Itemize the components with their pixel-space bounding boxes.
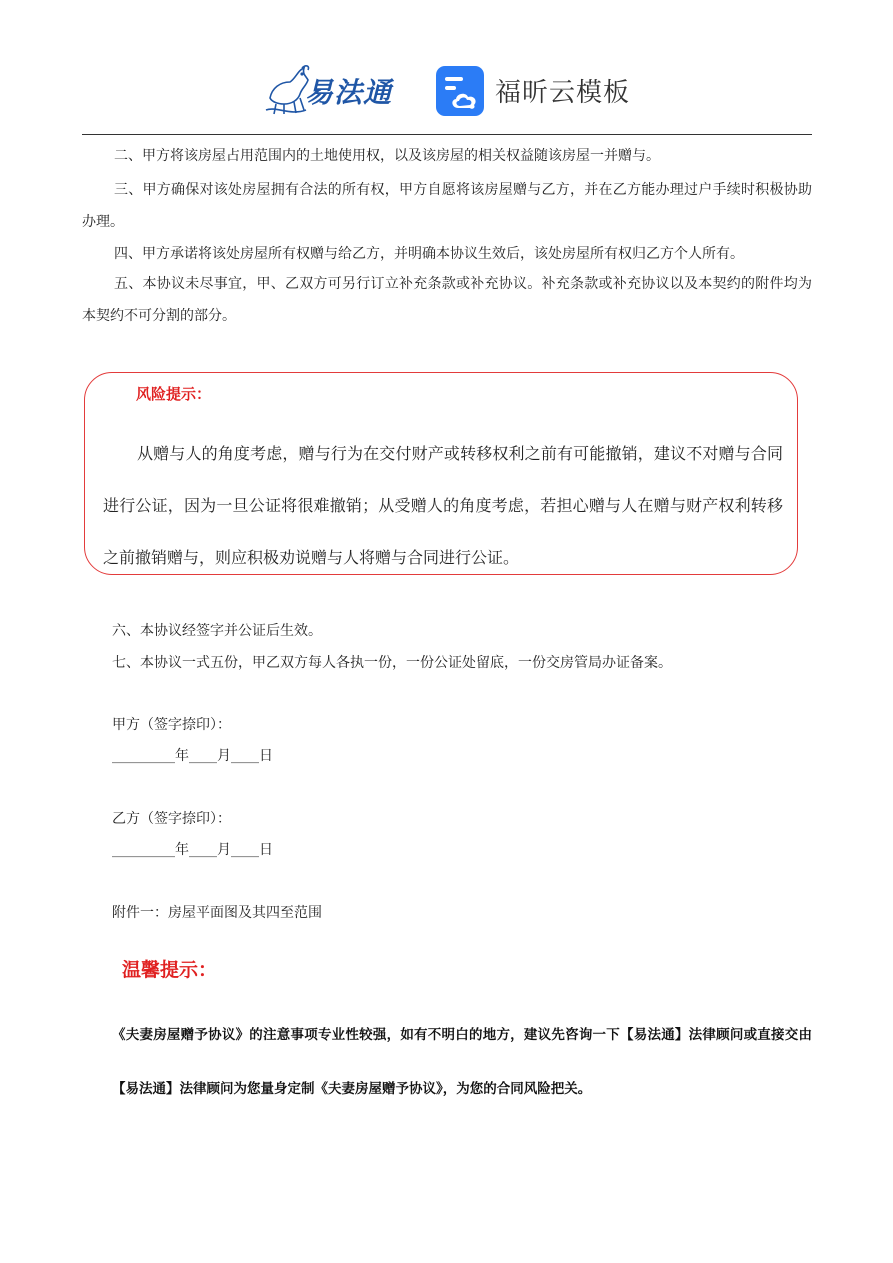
party-a-signature-label: 甲方（签字捺印）： <box>112 717 231 733</box>
party-b-signature-label: 乙方（签字捺印）： <box>112 811 231 827</box>
clause-7: 七、本协议一式五份，甲乙双方每人各执一份，一份公证处留底，一份交房管局办证备案。 <box>112 655 672 671</box>
clause-2: 二、甲方将该房屋占用范围内的土地使用权，以及该房屋的相关权益随该房屋一并赠与。 <box>114 148 660 164</box>
clause-6: 六、本协议经签字并公证后生效。 <box>112 623 322 639</box>
attachment-note: 附件一：房屋平面图及其四至范围 <box>112 905 322 921</box>
clause-5: 五、本协议未尽事宜，甲、乙双方可另行订立补充条款或补充协议。补充条款或补充协议以及本契约的附件均为本契约不可分割的部分。 <box>82 276 812 324</box>
risk-warning-text: 从赠与人的角度考虑，赠与行为在交付财产或转移权利之前有可能撤销，建议不对赠与合同进行公证，因为一旦公证将很难撤销；从受赠人的角度考虑，若担心赠与人在赠与财产权利转移之前撤销赠与，则应积极劝说赠与人将赠与合同进行公证。 <box>103 444 783 567</box>
risk-warning-title: 风险提示： <box>136 385 212 403</box>
clause-3: 三、甲方确保对该处房屋拥有合法的所有权，甲方自愿将该房屋赠与乙方，并在乙方能办理过户手续时积极协助办理。 <box>82 182 812 230</box>
party-b-date-line: _________年____月____日 <box>112 842 273 858</box>
yifatong-logo-text: 易法通 <box>305 76 393 109</box>
page-header <box>0 58 893 124</box>
warm-tip-text: 《夫妻房屋赠予协议》的注意事项专业性较强，如有不明白的地方，建议先咨询一下【易法通】法律顾问或直接交由【易法通】法律顾问为您量身定制《夫妻房屋赠予协议》，为您的合同风险把关。 <box>112 1027 812 1097</box>
party-a-date-line: _________年____月____日 <box>112 748 273 764</box>
foxit-template-logo-text: 福昕云模板 <box>495 78 631 108</box>
warm-tip-title: 温馨提示： <box>122 959 218 981</box>
clause-4: 四、甲方承诺将该处房屋所有权赠与给乙方，并明确本协议生效后，该处房屋所有权归乙方个人所有。 <box>114 246 744 262</box>
header-divider <box>82 134 812 135</box>
